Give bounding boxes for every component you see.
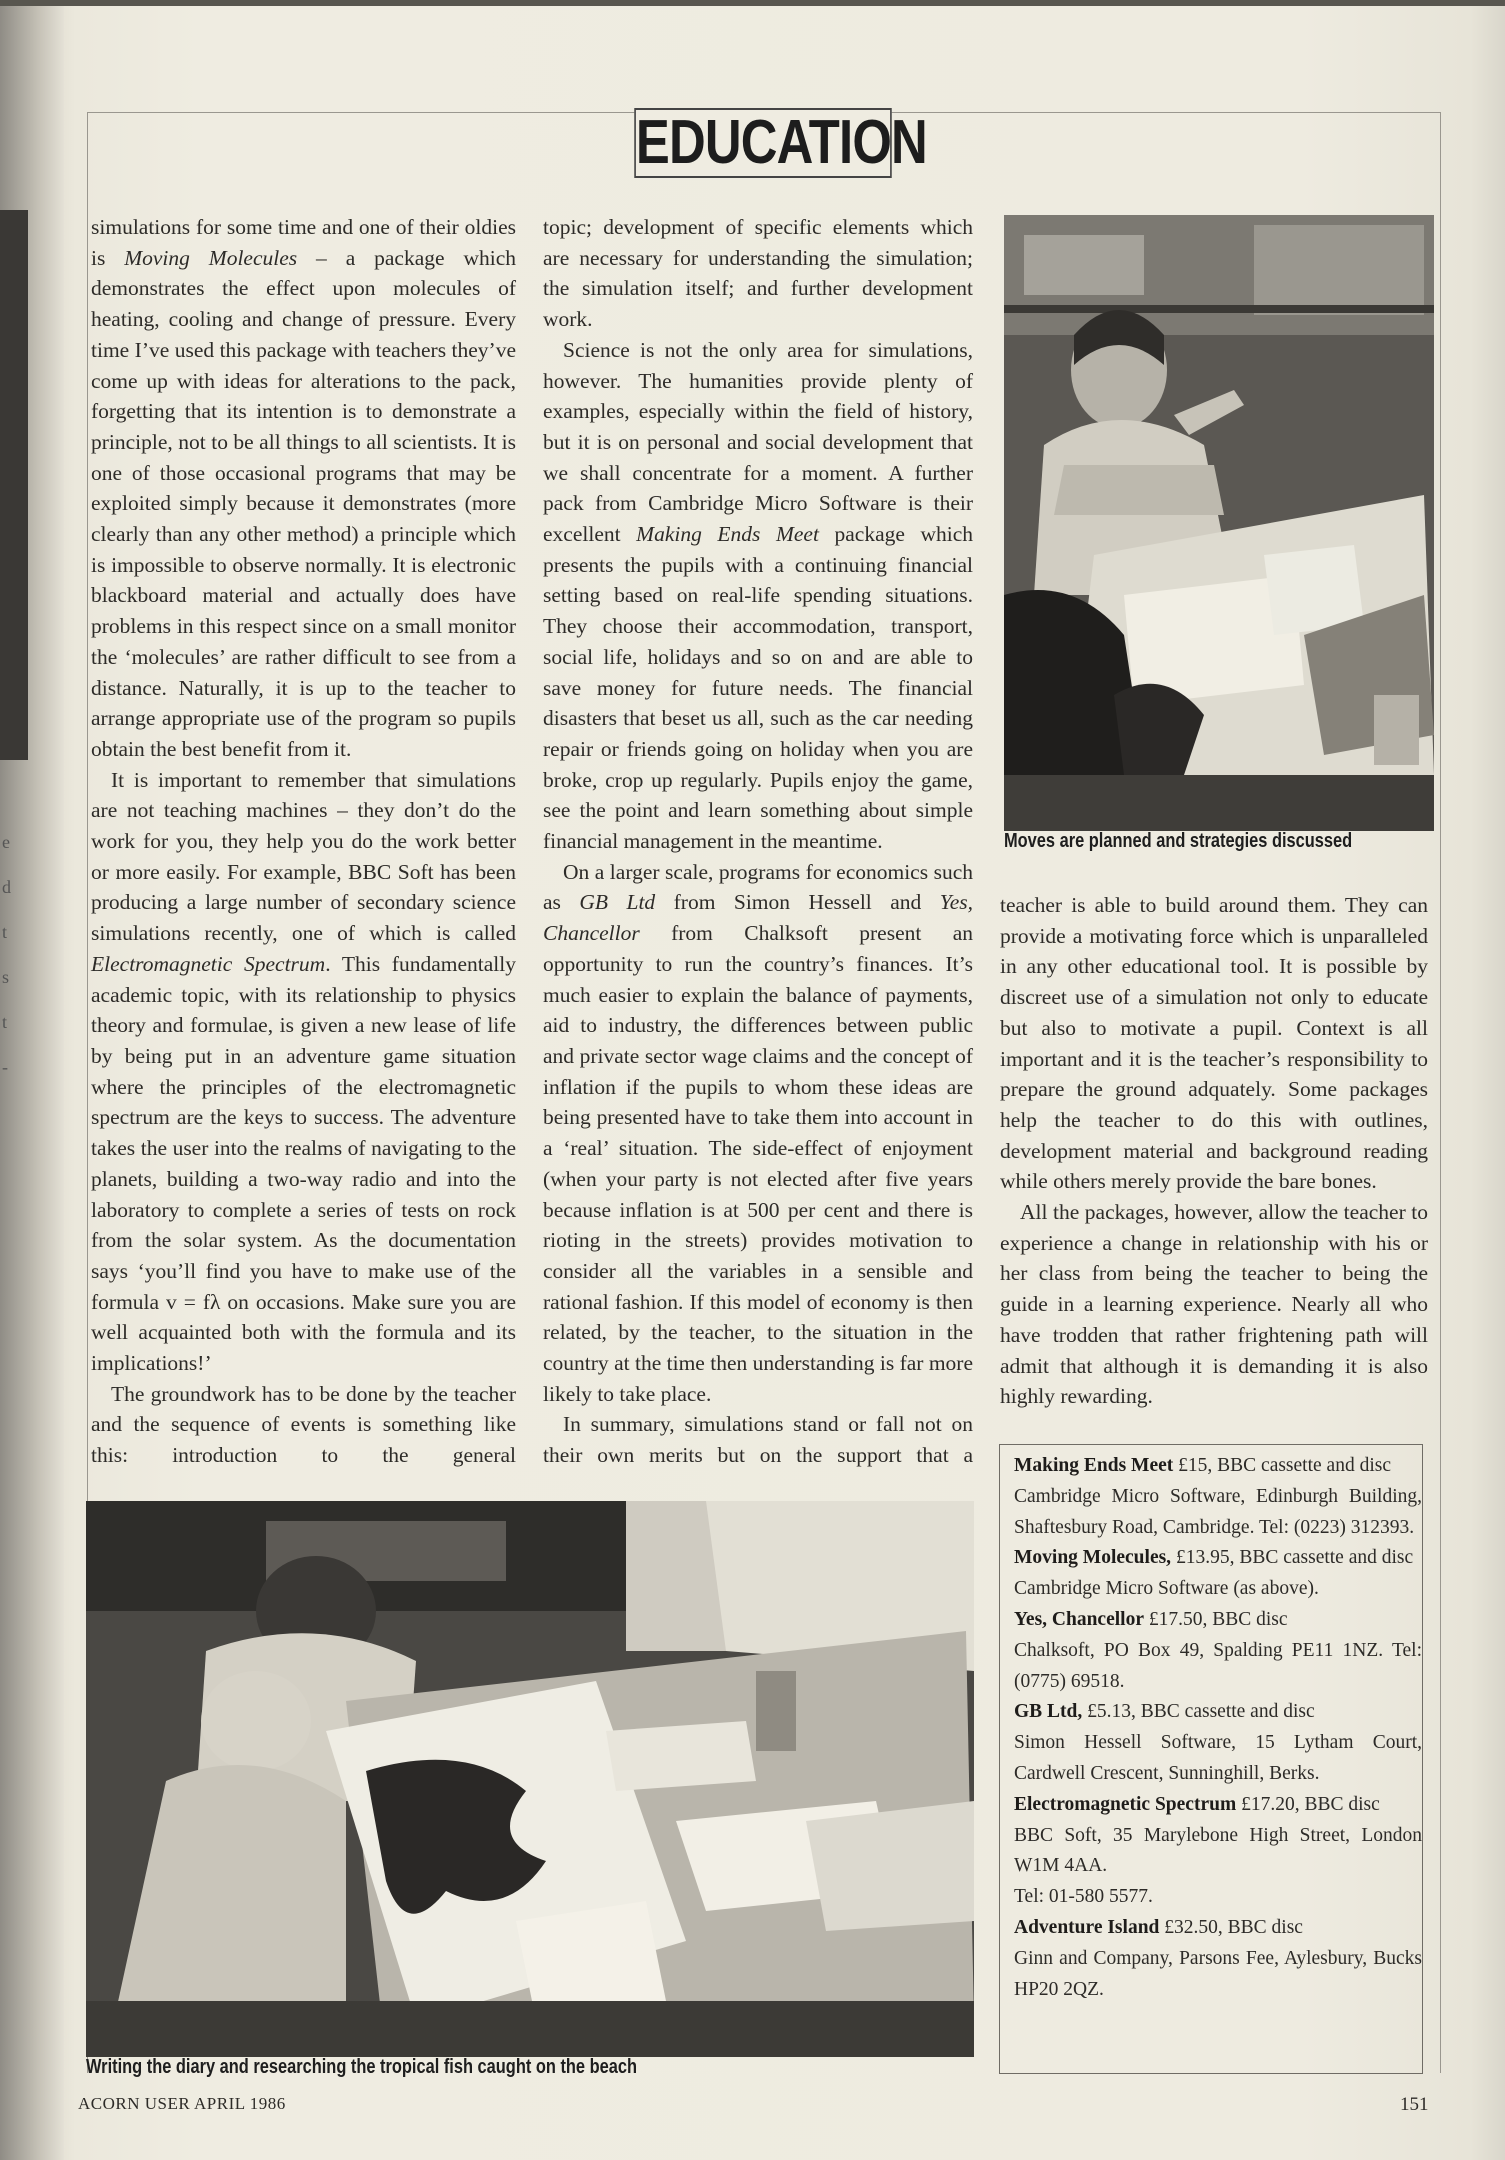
product-address: Cambridge Micro Software, Edinburgh Building, Shaftesbury Road, Cambridge. Tel: (0223) 312393. (1014, 1485, 1422, 1538)
col1-paragraph-3: The groundwork has to be done by the teacher and the sequence of events is something like this: introduction to the general (91, 1381, 516, 1468)
footer-publication: ACORN USER APRIL 1986 (78, 2094, 286, 2113)
product-entry: GB Ltd, £5.13, BBC cassette and disc (1014, 1701, 1315, 1723)
product-entry: Yes, Chancellor £17.50, BBC disc (1014, 1608, 1288, 1630)
photo-pupils-discussing (1004, 215, 1434, 831)
product-address: BBC Soft, 35 Marylebone High Street, London W1M 4AA. (1014, 1824, 1422, 1877)
product-address: Chalksoft, PO Box 49, Spalding PE11 1NZ. Tel: (0775) 69518. (1014, 1639, 1422, 1692)
col3-paragraph-2: All the packages, however, allow the teacher to experience a change in relationship with his or her class from being the teacher to being the guide in a learning experience. Nearly all who have trodden that rather frightening path will admit that although it is demanding it is also highly rewarding. (1000, 1200, 1428, 1409)
product-entry: Adventure Island £32.50, BBC disc (1014, 1916, 1303, 1938)
column-3 (1000, 890, 1428, 1412)
photo-pupils-writing-diary (86, 1501, 974, 2057)
col2-paragraph-4: In summary, simulations stand or fall not on their own merits but on the support that a (543, 1412, 973, 1468)
caption-bottom-photo: Writing the diary and researching the tropical fish caught on the beach (86, 2056, 638, 2078)
product-address: Cambridge Micro Software (as above). (1014, 1578, 1319, 1600)
col2-paragraph-2: Science is not the only area for simulations, however. The humanities provide plenty of examples, especially within the field of history, but it is on personal and social development that we shall concentrate for a moment. A further pack from Cambridge Micro Software is their excellent Making Ends Meet package which presents the pupils with a continuing financial setting based on real-life spending situations. They choose their accommodation, transport, social life, holidays and so on and are able to save money for future needs. The financial disasters that beset us all, such as the car needing repair or friends going on holiday when you are broke, crop up regularly. Pupils enjoy the game, see the point and learn something about simple financial management in the meantime. (543, 337, 973, 854)
photo-pupils-writing-diary-image (86, 1501, 974, 2057)
product-entry: Electromagnetic Spectrum £17.20, BBC disc (1014, 1793, 1380, 1815)
page-number: 151 (1400, 2094, 1429, 2115)
col3-paragraph-1: teacher is able to build around them. They can provide a motivating force which is unparalleled in any other educational tool. It is possible by discreet use of a simulation not only to educate but also to motivate a pupil. Context is all important and it is the teacher’s responsibility to prepare the ground adquately. Some packages help the teacher to do this with outlines, development material and background reading while others merely provide the bare bones. (1000, 893, 1428, 1194)
product-address: Simon Hessell Software, 15 Lytham Court, Cardwell Crescent, Sunninghill, Berks. (1014, 1732, 1422, 1784)
page-top-edge (0, 0, 1505, 6)
caption-top-photo: Moves are planned and strategies discussed (1004, 830, 1353, 852)
product-entry: Moving Molecules, £13.95, BBC cassette and disc (1014, 1547, 1414, 1569)
column-2 (543, 212, 973, 1471)
col1-paragraph-1: simulations for some time and one of their oldies is Moving Molecules – a package which demonstrates the effect upon molecules of heating, cooling and change of pressure. Every time I’ve used this package with teachers they’ve come up with ideas for alterations to the pack, forgetting that its intention is to demonstrate a principle, not to be all things to all scientists. It is one of those occasional programs that may be exploited simply because it demonstrates (more clearly than any other method) a principle which is impossible to observe normally. It is electronic blackboard material and actually does have problems in this respect since on a small monitor the ‘molecules’ are rather difficult to see from a distance. Naturally, it is up to the teacher to arrange appropriate use of the program so pupils obtain the best benefit from it. (91, 215, 516, 761)
product-info-box (999, 1444, 1423, 2074)
col1-paragraph-2: It is important to remember that simulations are not teaching machines – they don’t do the work for you, they help you do the work better or more easily. For example, BBC Soft has been producing a large number of secondary science simulations recently, one of which is called Electromagnetic Spectrum. This fundamentally academic topic, with its relationship to physics theory and formulae, is given a new lease of life by being put in an adventure game situation where the principles of the electromagnetic spectrum are the keys to success. The adventure takes the user into the realms of navigating to the planets, building a two-way radio and into the laboratory to complete a series of tests on rock from the solar system. As the documentation says ‘you’ll find you have to make use of the formula v = fλ on occasions. Make sure you are well acquainted both with the formula and its implications!’ (91, 767, 516, 1376)
product-entry: Making Ends Meet £15, BBC cassette and disc (1014, 1455, 1391, 1476)
product-phone: Tel: 01-580 5577. (1014, 1886, 1153, 1908)
section-title: EDUCATION (635, 108, 927, 177)
column-1 (91, 212, 516, 1471)
col2-paragraph-1: topic; development of specific elements which are necessary for understanding the simulation; the simulation itself; and further development work. (543, 215, 973, 332)
photo-pupils-discussing-image (1004, 215, 1434, 831)
facing-page-dark-block (0, 210, 28, 760)
facing-page-letters: e d t s t - (2, 832, 11, 1077)
product-address: Ginn and Company, Parsons Fee, Aylesbury, Bucks HP20 2QZ. (1014, 1947, 1422, 2000)
col2-paragraph-3: On a larger scale, programs for economics such as GB Ltd from Simon Hessell and Yes, Chancellor from Chalksoft present an opportunity to run the country’s finances. It’s much easier to explain the balance of payments, aid to industry, the differences between public and private sector wage claims and the concept of inflation if the pupils to whom these ideas are being presented have to take them into account in a ‘real’ situation. The side-effect of enjoyment (when your party is not elected after five years because inflation is at 500 per cent and there is rioting in the streets) provides motivation to consider all the variables in a sensible and rational fashion. If this model of economy is then related, by the teacher, to the situation in the country at the time then understanding is far more likely to take place. (543, 859, 973, 1406)
